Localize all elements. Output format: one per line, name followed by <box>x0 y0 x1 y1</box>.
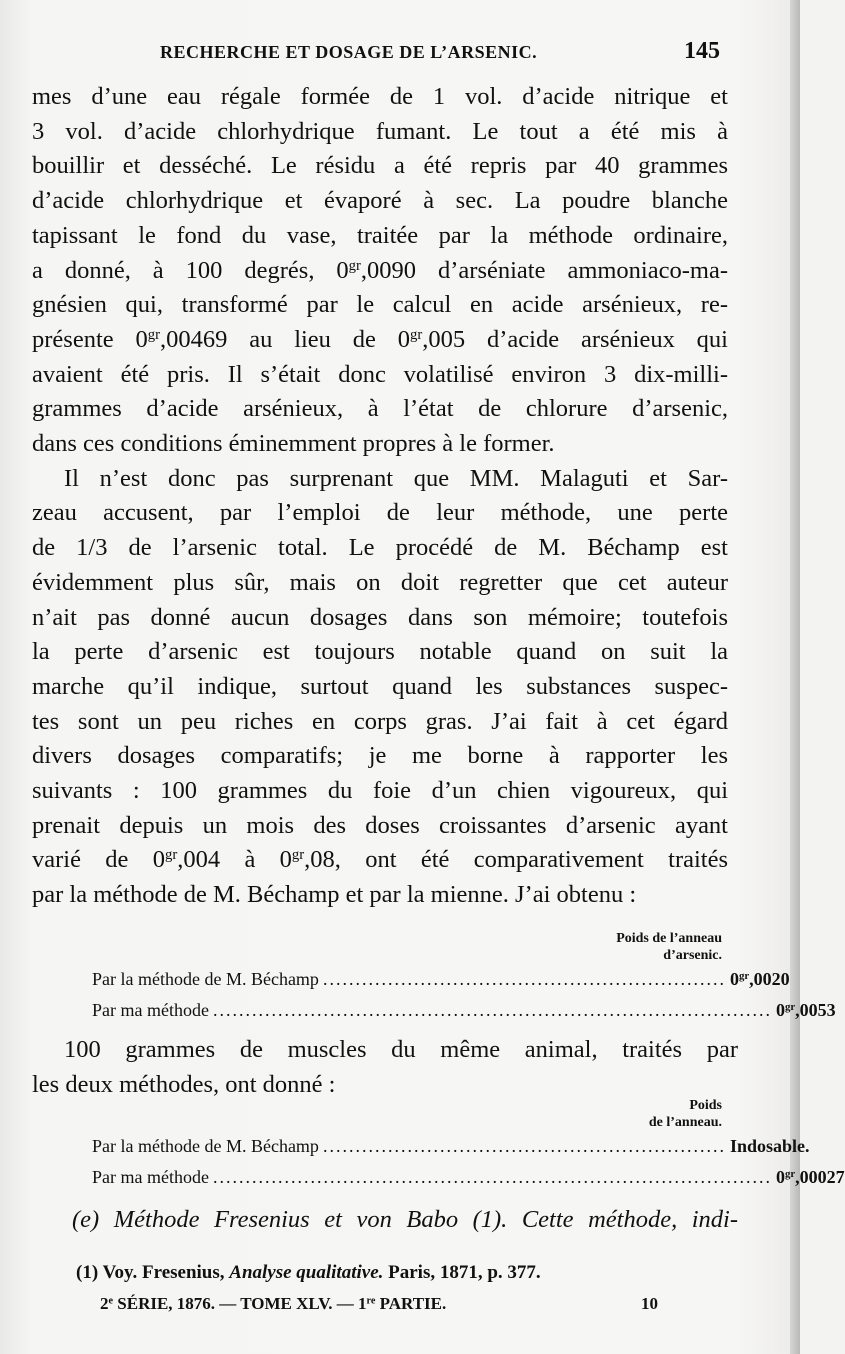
table-row: Par la méthode de M. Béchamp .............................................................. $0^{gr},0020$ <box>92 969 790 989</box>
text-line: zeau accusent, par l’emploi de leur méthode, une perte <box>32 499 728 527</box>
text-line: la perte d’arsenic est toujours notable quand on suit la <box>32 638 728 666</box>
text-line: marche qu’il indique, surtout quand les substances suspec- <box>32 672 728 700</box>
text-line: prenait depuis un mois des doses croissantes d’arsenic ayant <box>32 811 728 839</box>
text-line: suivants : 100 grammes du foie d’un chien vigoureux, qui <box>32 777 728 805</box>
text-line: de 1/3 de l’arsenic total. Le procédé de M. Béchamp est <box>32 534 728 562</box>
section-heading-paragraph <box>72 1205 738 1235</box>
body-text <box>32 80 728 913</box>
printer-signature: 2e SÉRIE, 1876. — TOME XLV. — 1re PARTIE. 10 <box>100 1294 658 1313</box>
text-line: (e) Méthode Fresenius et von Babo (1). Cette méthode, indi- <box>72 1206 738 1233</box>
table-row: Par ma méthode ...................................................................................... $0^{gr},00027$ <box>92 1167 845 1187</box>
text-line: dans ces conditions éminemment propres à le former. <box>32 430 555 458</box>
text-line: présente $0^{gr},00469$ au lieu de $0^{gr},005$ d’acide arsénieux qui <box>32 325 728 353</box>
results-table-liver <box>92 930 836 1026</box>
text-line: divers dosages comparatifs; je me borne à rapporter les <box>32 742 728 770</box>
text-line: gnésien qui, transformé par le calcul en acide arsénieux, re- <box>32 291 728 319</box>
running-head: RECHERCHE ET DOSAGE DE L’ARSENIC. <box>160 42 538 62</box>
table-header: Poids de l’anneau d’arsenic. <box>616 931 722 963</box>
text-line: les deux méthodes, ont donné : <box>32 1070 336 1098</box>
results-table-muscle <box>92 1097 845 1193</box>
text-line: par la méthode de M. Béchamp et par la mienne. J’ai obtenu : <box>32 881 637 909</box>
sheet-number: 10 <box>641 1294 658 1313</box>
text-line: mes d’une eau régale formée de 1 vol. d’acide nitrique et <box>32 83 728 110</box>
text-line: tapissant le fond du vase, traitée par la méthode ordinaire, <box>32 221 728 249</box>
text-line: bouillir et desséché. Le résidu a été repris par 40 grammes <box>32 152 728 180</box>
text-line: 3 vol. d’acide chlorhydrique fumant. Le tout a été mis à <box>32 117 728 145</box>
text-line: grammes d’acide arsénieux, à l’état de chlorure d’arsenic, <box>32 395 728 423</box>
text-line: tes sont un peu riches en corps gras. J’ai fait à cet égard <box>32 707 728 735</box>
text-line: n’ait pas donné aucun dosages dans son mémoire; toutefois <box>32 603 728 631</box>
text-line: varié de $0^{gr},004$ à $0^{gr},08$, ont été comparativement traités <box>32 846 728 874</box>
table-header: Poids de l’anneau. <box>648 1098 722 1130</box>
body-text-continued <box>32 1033 738 1102</box>
text-line: Il n’est donc pas surprenant que MM. Malaguti et Sar- <box>64 464 728 492</box>
text-line: avaient été pris. Il s’était donc volatilisé environ 3 dix-milli- <box>32 360 728 388</box>
text-line: d’acide chlorhydrique et évaporé à sec. La poudre blanche <box>32 187 728 215</box>
text-line: a donné, à 100 degrés, $0^{gr},0090$ d’arséniate ammoniaco-ma- <box>32 256 728 284</box>
table-row: Par ma méthode ...................................................................................... $0^{gr},0053$ <box>92 1000 836 1020</box>
page-number: 145 <box>684 38 720 64</box>
table-row: Par la méthode de M. Béchamp .............................................................. Indosable. <box>92 1136 810 1156</box>
text-line: 100 grammes de muscles du même animal, traités par <box>64 1036 738 1063</box>
text-line: évidemment plus sûr, mais on doit regretter que cet auteur <box>32 568 728 596</box>
page-header <box>160 38 720 65</box>
footnote: (1) Voy. Fresenius, Analyse qualitative. Paris, 1871, p. 377. <box>76 1262 541 1283</box>
